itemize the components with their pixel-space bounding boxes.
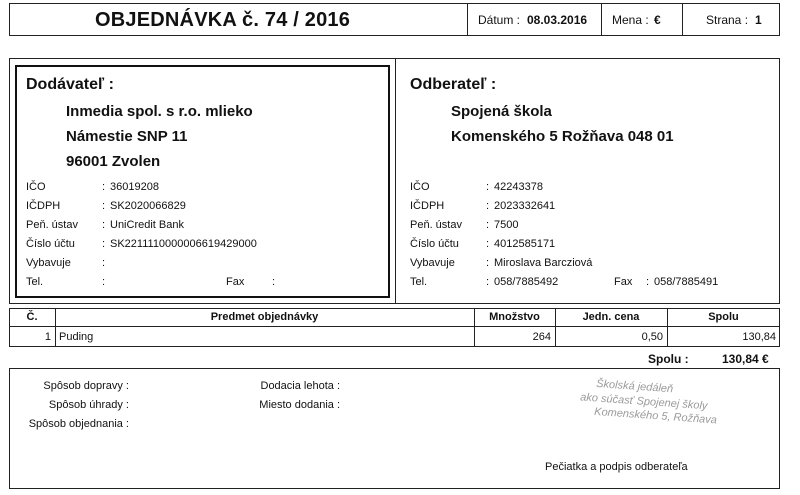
- stamp-line: ako súčasť Spojenej školy: [579, 391, 708, 413]
- row-unit-price: 0,50: [641, 331, 663, 343]
- stamp-line: Komenského 5, Rožňava: [593, 405, 718, 427]
- page-value: 1: [755, 13, 762, 27]
- customer-ico-label: IČO: [410, 181, 430, 193]
- table-header-rule: [9, 326, 780, 327]
- colon: :: [486, 257, 490, 269]
- customer-handler-label: Vybavuje: [410, 257, 455, 269]
- supplier-account-label: Číslo účtu: [26, 238, 75, 250]
- order-method-label: Spôsob objednania :: [28, 418, 129, 430]
- customer-icdph-label: IČDPH: [410, 200, 445, 212]
- customer-tel-value: 058/7885492: [494, 276, 559, 288]
- customer-heading: Odberateľ :: [410, 76, 497, 93]
- colon: :: [486, 276, 490, 288]
- header-divider: [467, 3, 468, 36]
- colon: :: [102, 257, 106, 269]
- colon: :: [102, 200, 106, 212]
- colon: :: [486, 200, 490, 212]
- row-no: 1: [44, 331, 51, 343]
- customer-account-label: Číslo účtu: [410, 238, 459, 250]
- col-header-unit-price: Jedn. cena: [582, 311, 640, 323]
- customer-tel-label: Tel.: [410, 276, 428, 288]
- customer-name: Spojená škola: [451, 103, 552, 120]
- row-item: Puding: [59, 331, 94, 343]
- page-label: Strana :: [706, 13, 749, 27]
- supplier-city: 96001 Zvolen: [66, 153, 161, 170]
- supplier-ico-label: IČO: [26, 181, 46, 193]
- customer-ico-value: 42243378: [494, 181, 543, 193]
- col-header-no: Č.: [26, 311, 38, 323]
- customer-icdph-value: 2023332641: [494, 200, 556, 212]
- grand-total-label: Spolu :: [648, 352, 689, 366]
- delivery-place-label: Miesto dodania :: [259, 399, 340, 411]
- page-title: OBJEDNÁVKA č. 74 / 2016: [95, 9, 351, 31]
- customer-fax-value: 058/7885491: [654, 276, 719, 288]
- supplier-street: Námestie SNP 11: [66, 128, 188, 145]
- customer-address: Komenského 5 Rožňava 048 01: [451, 128, 674, 145]
- customer-handler-value: Miroslava Barcziová: [494, 257, 593, 269]
- header-divider: [682, 3, 683, 36]
- payment-label: Spôsob úhrady :: [48, 399, 129, 411]
- supplier-heading: Dodávateľ :: [26, 76, 114, 93]
- colon: :: [102, 238, 106, 250]
- customer-bank-value: 7500: [494, 219, 519, 231]
- supplier-bank-label: Peň. ústav: [26, 219, 78, 231]
- colon: :: [646, 276, 650, 288]
- colon: :: [272, 276, 276, 288]
- currency-label: Mena :: [612, 13, 649, 27]
- colon: :: [102, 219, 106, 231]
- stamp: [579, 377, 770, 427]
- colon: :: [486, 238, 490, 250]
- supplier-icdph-label: IČDPH: [26, 200, 61, 212]
- col-header-total: Spolu: [708, 311, 739, 323]
- supplier-box: [15, 65, 390, 298]
- parties-divider: [395, 58, 396, 304]
- date-label: Dátum :: [478, 13, 521, 27]
- grand-total-value: 130,84 €: [722, 352, 769, 366]
- supplier-account-value: SK2211110000006619429000: [110, 238, 257, 250]
- customer-bank-label: Peň. ústav: [410, 219, 462, 231]
- currency-value: €: [654, 13, 661, 27]
- col-header-item: Predmet objednávky: [210, 311, 319, 323]
- supplier-name: Inmedia spol. s r.o. mlieko: [66, 103, 253, 120]
- col-header-qty: Množstvo: [489, 311, 540, 323]
- delivery-term-label: Dodacia lehota :: [260, 380, 340, 392]
- transport-label: Spôsob dopravy :: [43, 380, 129, 392]
- colon: :: [102, 181, 106, 193]
- row-qty: 264: [532, 331, 551, 343]
- supplier-ico-value: 36019208: [110, 181, 159, 193]
- customer-account-value: 4012585171: [494, 238, 556, 250]
- stamp-line: Školská jedáleň: [595, 377, 674, 396]
- header-divider: [601, 3, 602, 36]
- colon: :: [486, 181, 490, 193]
- supplier-tel-label: Tel.: [26, 276, 44, 288]
- colon: :: [102, 276, 106, 288]
- signature-label: Pečiatka a podpis odberateľa: [545, 461, 688, 473]
- supplier-fax-label: Fax: [226, 276, 245, 288]
- customer-fax-label: Fax: [614, 276, 633, 288]
- supplier-handler-label: Vybavuje: [26, 257, 71, 269]
- date-value: 08.03.2016: [527, 13, 588, 27]
- colon: :: [486, 219, 490, 231]
- supplier-bank-value: UniCredit Bank: [110, 219, 184, 231]
- row-total: 130,84: [742, 331, 776, 343]
- supplier-icdph-value: SK2020066829: [110, 200, 186, 212]
